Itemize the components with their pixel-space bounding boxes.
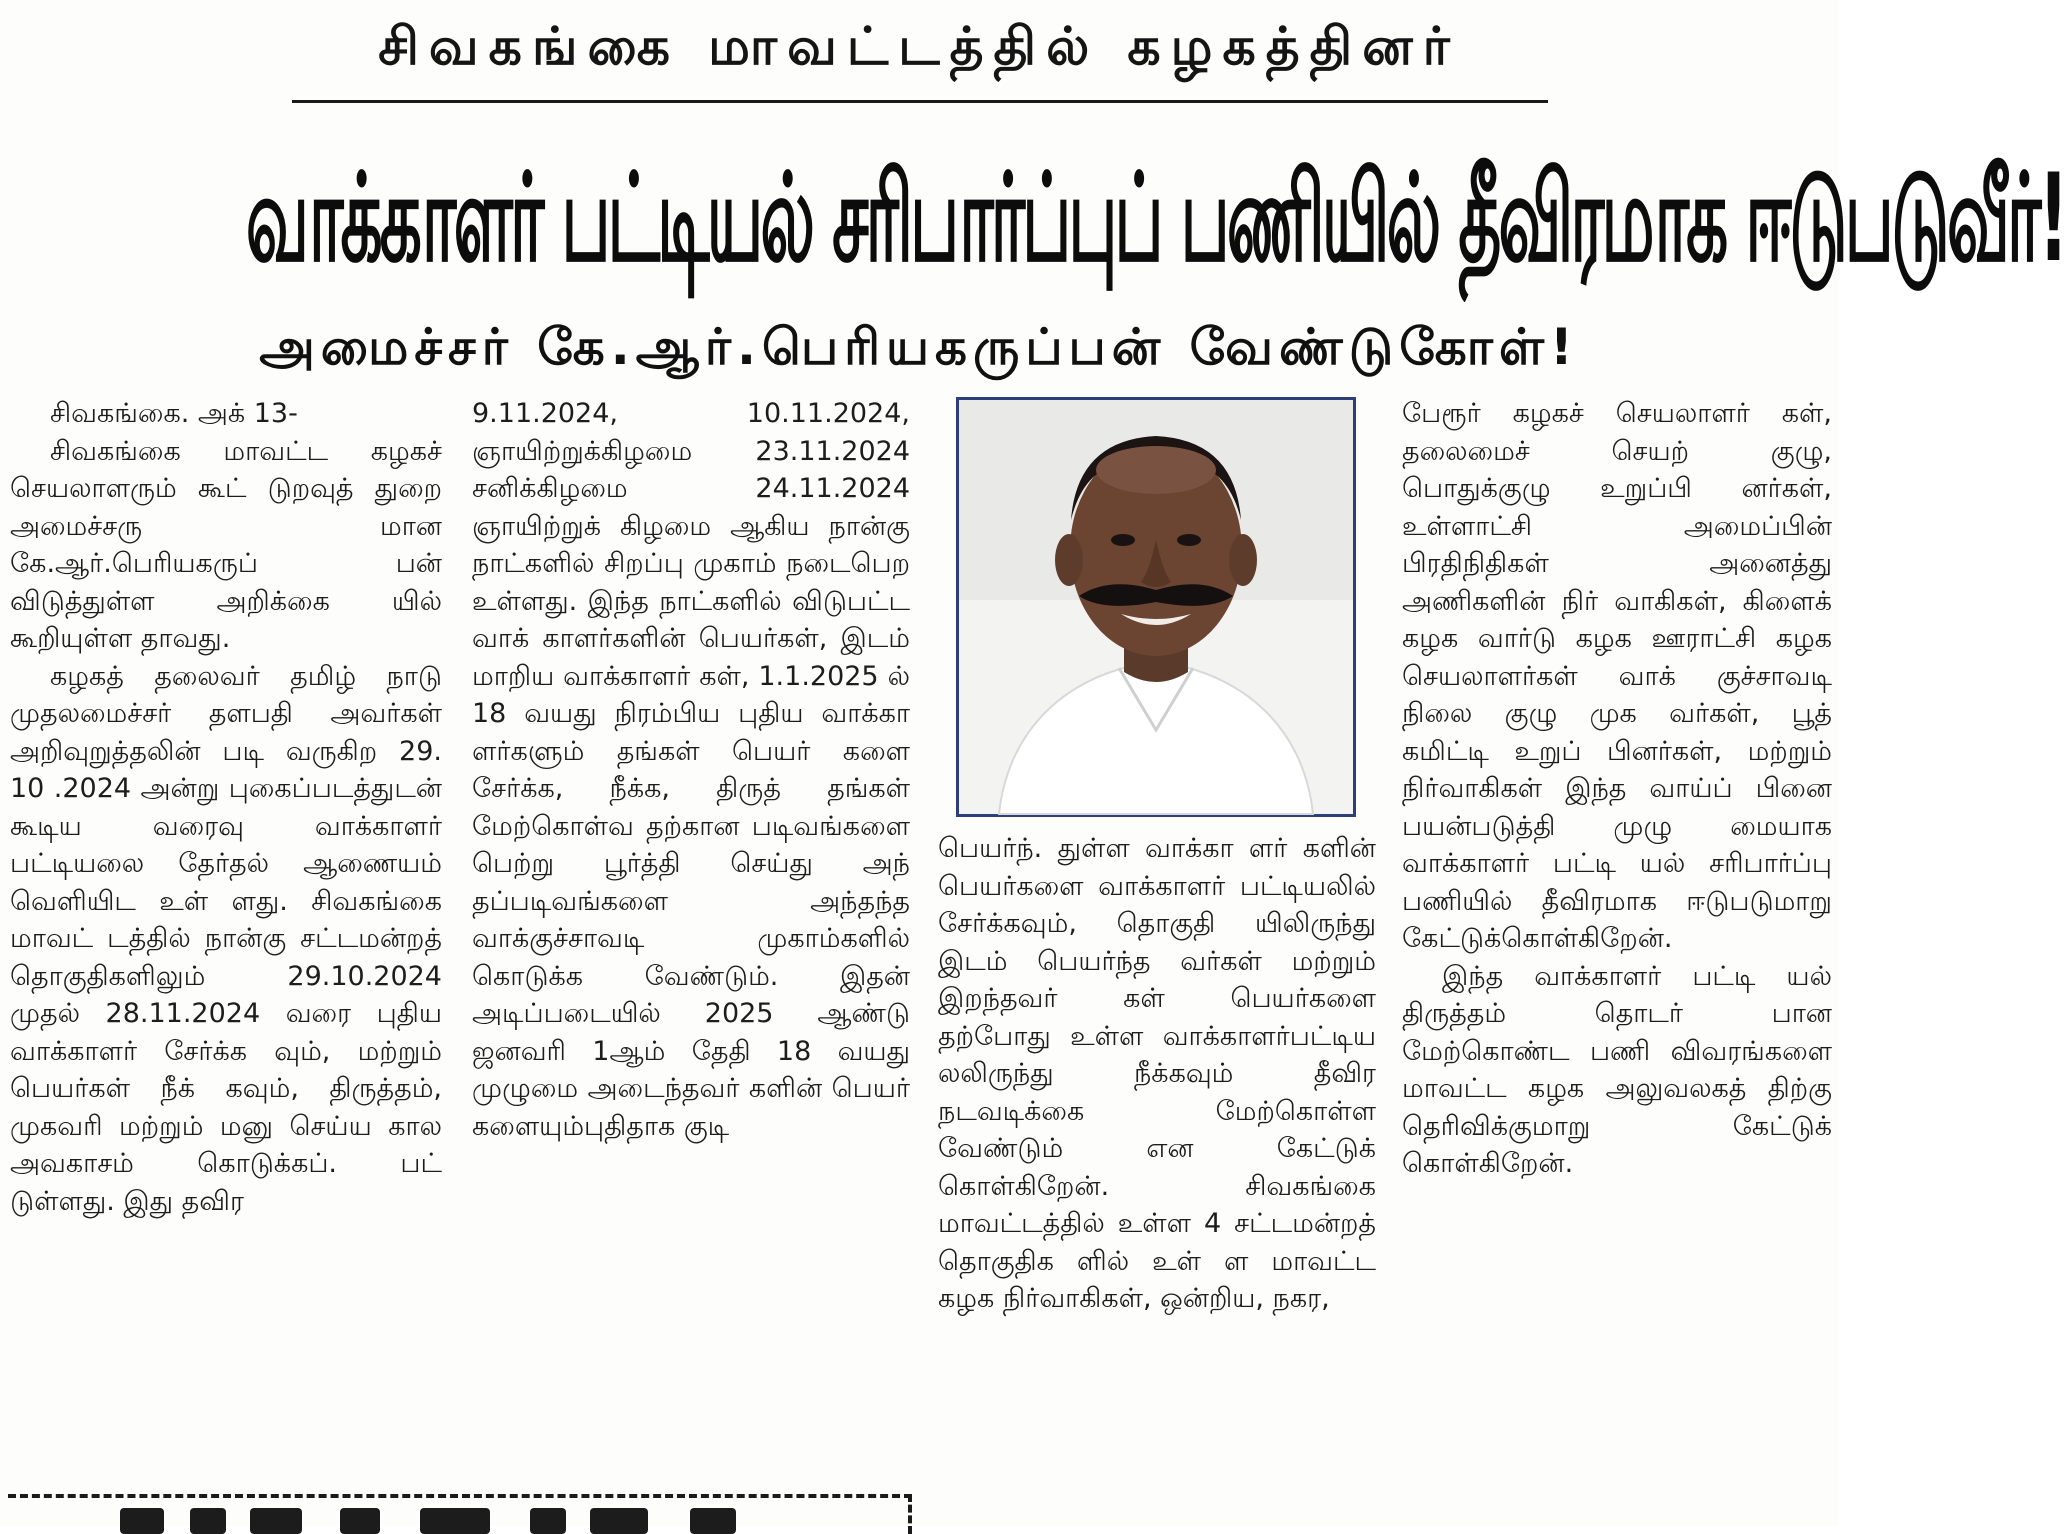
column-3-paragraph-1: பெயர்ந். துள்ள வாக்கா ளர் களின் பெயர்களை வாக்காளர் பட்டியலில் சேர்க்கவும், தொகுதி யிலிருந்து இடம் பெயர்ந்த வர்கள் மற்றும் இறந்தவர் கள் பெயர்களை தற்போது உள்ள வாக்காளர்பட்டிய லலிருந்து நீக்கவும் தீவிர நடவடிக்கை மேற்கொள்ள வேண்டும் என கேட்டுக் கொள்கிறேன். சிவகங்கை மாவட்டத்தில் உள்ள 4 சட்டமன்றத் தொகுதிக ளில் உள் ள மாவட்ட கழக நிர்வாகிகள், ஒன்றிய, நகர, — [938, 833, 1376, 1314]
article-column-4 — [1402, 395, 1832, 1183]
dateline: சிவகங்கை. அக் 13- — [50, 398, 298, 429]
portrait-illustration — [959, 400, 1353, 814]
column-4-paragraph-2: இந்த வாக்காளர் பட்டி யல் திருத்தம் தொடர் பான மேற்கொண்ட பணி விவரங்களை மாவட்ட கழக அலுவலகத் திற்கு தெரிவிக்குமாறு கேட்டுக் கொள்கிறேன். — [1402, 960, 1832, 1179]
cropped-next-headline — [120, 1508, 820, 1528]
article-column-1 — [10, 395, 442, 1220]
headline: வாக்காளர் பட்டியல் சரிபார்ப்புப் பணியில் தீவிரமாக ஈடுபடுவீர்! — [245, 147, 2066, 290]
article-column-2 — [472, 395, 910, 1145]
kicker-underline — [292, 100, 1548, 103]
column-1-paragraph-1: சிவகங்கை மாவட்ட கழகச் செயலாளரும் கூட் டுறவுத் துறை அமைச்சரு மான கே.ஆர்.பெரியகருப் பன் விடுத்துள்ள அறிக்கை யில் கூறியுள்ள தாவது. — [10, 435, 442, 654]
kicker-line: சிவகங்கை மாவட்டத்தில் கழகத்தினர் — [378, 17, 1460, 77]
column-2-paragraph-1: 9.11.2024, 10.11.2024, ஞாயிற்றுக்கிழமை 23.11.2024 சனிக்கிழமை 24.11.2024 ஞாயிற்றுக் கிழமை ஆகிய நான்கு நாட்களில் சிறப்பு முகாம் நடைபெற உள்ளது. இந்த நாட்களில் விடுபட்ட வாக் காளர்களின் பெயர்கள், இடம் மாறிய வாக்காளர் கள், 1.1.2025 ல் 18 வயது நிரம்பிய புதிய வாக்கா ளர்களும் தங்கள் பெயர் களை சேர்க்க, நீக்க, திருத் தங்கள் மேற்கொள்வ தற்கான படிவங்களை பெற்று பூர்த்தி செய்து அந் தப்படிவங்களை அந்தந்த வாக்குச்சாவடி முகாம்களில் கொடுக்க வேண்டும். இதன் அடிப்படையில் 2025 ஆண்டு ஜனவரி 1ஆம் தேதி 18 வயது முழுமை அடைந்தவர் களின் பெயர் களையும்புதிதாக குடி — [472, 398, 910, 1142]
column-1-paragraph-2: கழகத் தலைவர் தமிழ் நாடு முதலமைச்சர் தளபதி அவர்கள் அறிவுறுத்தலின் படி வருகிற 29. 10 .2024 அன்று புகைப்படத்துடன் கூடிய வரைவு வாக்காளர் பட்டியலை தேர்தல் ஆணையம் வெளியிட உள் ளது. சிவகங்கை மாவட் டத்தில் நான்கு சட்டமன்றத் தொகுதிகளிலும் 29.10.2024 முதல் 28.11.2024 வரை புதிய வாக்காளர் சேர்க்க வும், மற்றும் பெயர்கள் நீக் கவும், திருத்தம், முகவரி மற்றும் மனு செய்ய கால அவகாசம் கொடுக்கப். பட் டுள்ளது. இது தவிர — [10, 660, 442, 1217]
column-4-paragraph-1: பேரூர் கழகச் செயலாளர் கள், தலைமைச் செயற் குழு, பொதுக்குழு உறுப்பி னர்கள், உள்ளாட்சி அமைப்பின் பிரதிநிதிகள் அனைத்து அணிகளின் நிர் வாகிகள், கிளைக் கழக வார்டு கழக ஊராட்சி கழக செயலாளர்கள் வாக் குச்சாவடி நிலை குழு முக வர்கள், பூத் கமிட்டி உறுப் பினர்கள், மற்றும் நிர்வாகிகள் இந்த வாய்ப் பினை பயன்படுத்தி முழு மையாக வாக்காளர் பட்டி யல் சரிபார்ப்பு பணியில் தீவிரமாக ஈடுபடுமாறு கேட்டுக்கொள்கிறேன். — [1402, 398, 1832, 954]
subheadline: அமைச்சர் கே.ஆர்.பெரியகருப்பன் வேண்டுகோள்! — [259, 318, 1579, 376]
article-column-3 — [938, 830, 1376, 1318]
minister-photo — [956, 397, 1356, 817]
